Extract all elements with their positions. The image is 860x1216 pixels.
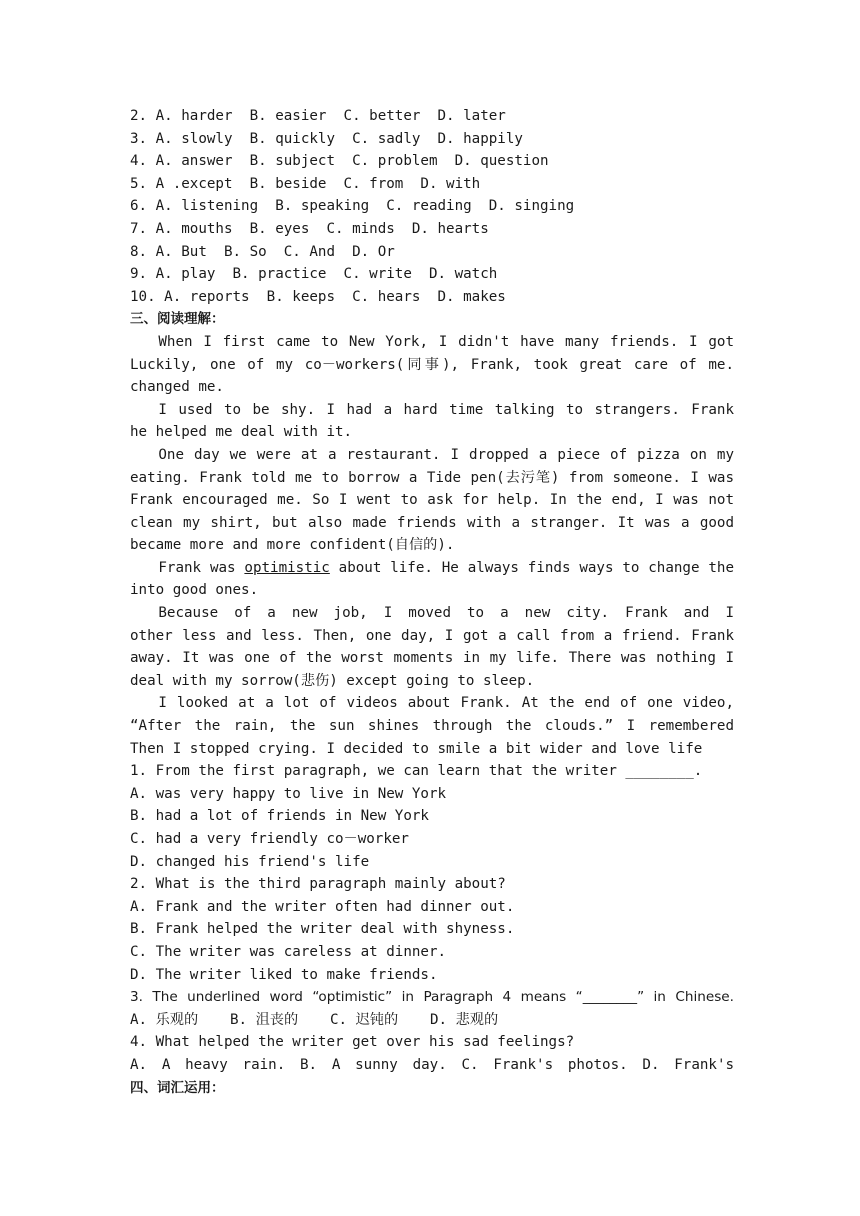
cloze-option-line: 7. A. mouths B. eyes C. minds D. hearts bbox=[130, 220, 489, 237]
cloze-option-line: 10. A. reports B. keeps C. hears D. makes bbox=[130, 288, 506, 305]
passage-line: Because of a new job, I moved to a new city. Frank and I bbox=[158, 605, 734, 622]
cloze-option-line: 4. A. answer B. subject C. problem D. question bbox=[130, 153, 549, 170]
answer-option: B. had a lot of friends in New York bbox=[130, 808, 429, 825]
cloze-option-line: 2. A. harder B. easier C. better D. later bbox=[130, 108, 506, 124]
section-title-vocabulary: 四、词汇运用： bbox=[130, 1079, 225, 1096]
answer-option: C. had a very friendly co－worker bbox=[130, 831, 409, 847]
answer-option: B. 沮丧的 bbox=[230, 1011, 299, 1028]
cloze-option-line: 3. A. slowly B. quickly C. sadly D. happily bbox=[130, 130, 523, 147]
passage-line: eating. Frank told me to borrow a Tide pen(去污笔) from someone. I was bbox=[130, 469, 734, 486]
reading-passage bbox=[130, 331, 734, 760]
passage-line: Then I stopped crying. I decided to smile a bit wider and love life bbox=[130, 740, 703, 757]
passage-line: other less and less. Then, one day, I got a call from a friend. Frank bbox=[130, 627, 734, 644]
question-stem: 3. The underlined word “optimistic” in Paragraph 4 means “________” in Chinese. bbox=[130, 989, 734, 1006]
passage-text: Frank was bbox=[158, 559, 245, 576]
answer-option: C. Frank's photos. bbox=[461, 1056, 628, 1073]
question-2 bbox=[130, 873, 734, 986]
passage-line: he helped me deal with it. bbox=[130, 424, 353, 441]
passage-line: I looked at a lot of videos about Frank. At the end of one video, bbox=[158, 695, 734, 712]
passage-line: into good ones. bbox=[130, 582, 259, 599]
passage-line: Luckily, one of my co－workers(同事), Frank, took great care of me. bbox=[130, 356, 734, 373]
answer-option: A. was very happy to live in New York bbox=[130, 785, 447, 802]
answer-option: A. A heavy rain. bbox=[130, 1056, 286, 1073]
answer-option: A. Frank and the writer often had dinner out. bbox=[130, 898, 515, 915]
question-3 bbox=[130, 986, 734, 1031]
passage-line: When I first came to New York, I didn't have many friends. I got bbox=[158, 333, 734, 350]
section-title-reading: 三、阅读理解： bbox=[130, 311, 225, 328]
passage-text: about life. He always finds ways to change the bbox=[338, 559, 734, 576]
answer-option: D. changed his friend's life bbox=[130, 853, 370, 870]
answer-option: D. The writer liked to make friends. bbox=[130, 966, 438, 983]
answer-option: B. Frank helped the writer deal with shyness. bbox=[130, 921, 515, 938]
answer-option: A. 乐观的 bbox=[130, 1011, 199, 1028]
passage-line: Frank encouraged me. So I went to ask for help. In the end, I was not bbox=[130, 492, 734, 509]
question-1 bbox=[130, 760, 734, 873]
cloze-option-line: 8. A. But B. So C. And D. Or bbox=[130, 243, 395, 260]
passage-line: “After the rain, the sun shines through the clouds.” I remembered bbox=[130, 718, 734, 735]
answer-option: B. A sunny day. bbox=[300, 1056, 447, 1073]
answer-option: C. The writer was careless at dinner. bbox=[130, 943, 447, 960]
cloze-option-line: 6. A. listening B. speaking C. reading D. singing bbox=[130, 198, 575, 215]
question-stem: 1. From the first paragraph, we can learn that the writer ________. bbox=[130, 763, 703, 780]
answer-option: D. 悲观的 bbox=[430, 1011, 499, 1028]
passage-line bbox=[130, 557, 734, 580]
passage-line: changed me. bbox=[130, 379, 224, 396]
passage-line: clean my shirt, but also made friends with a stranger. It was a good bbox=[130, 514, 734, 531]
answer-option: D. Frank's bbox=[642, 1056, 734, 1073]
answer-option: C. 迟钝的 bbox=[330, 1011, 399, 1028]
worksheet-page bbox=[130, 105, 734, 1099]
passage-line: One day we were at a restaurant. I dropped a piece of pizza on my bbox=[158, 446, 734, 463]
question-4 bbox=[130, 1031, 734, 1076]
passage-line: became more and more confident(自信的). bbox=[130, 537, 455, 554]
answer-options-row bbox=[130, 1009, 734, 1032]
passage-line: deal with my sorrow(悲伤) except going to sleep. bbox=[130, 672, 535, 689]
question-stem: 4. What helped the writer get over his sad feelings? bbox=[130, 1034, 575, 1051]
cloze-options bbox=[130, 105, 734, 308]
passage-line: away. It was one of the worst moments in my life. There was nothing I bbox=[130, 650, 734, 667]
cloze-option-line: 9. A. play B. practice C. write D. watch bbox=[130, 266, 498, 283]
question-stem: 2. What is the third paragraph mainly about? bbox=[130, 876, 506, 893]
passage-line: I used to be shy. I had a hard time talking to strangers. Frank bbox=[158, 401, 734, 418]
underlined-word: optimistic bbox=[244, 559, 330, 576]
answer-options-row bbox=[130, 1054, 734, 1077]
cloze-option-line: 5. A .except B. beside C. from D. with bbox=[130, 175, 481, 192]
